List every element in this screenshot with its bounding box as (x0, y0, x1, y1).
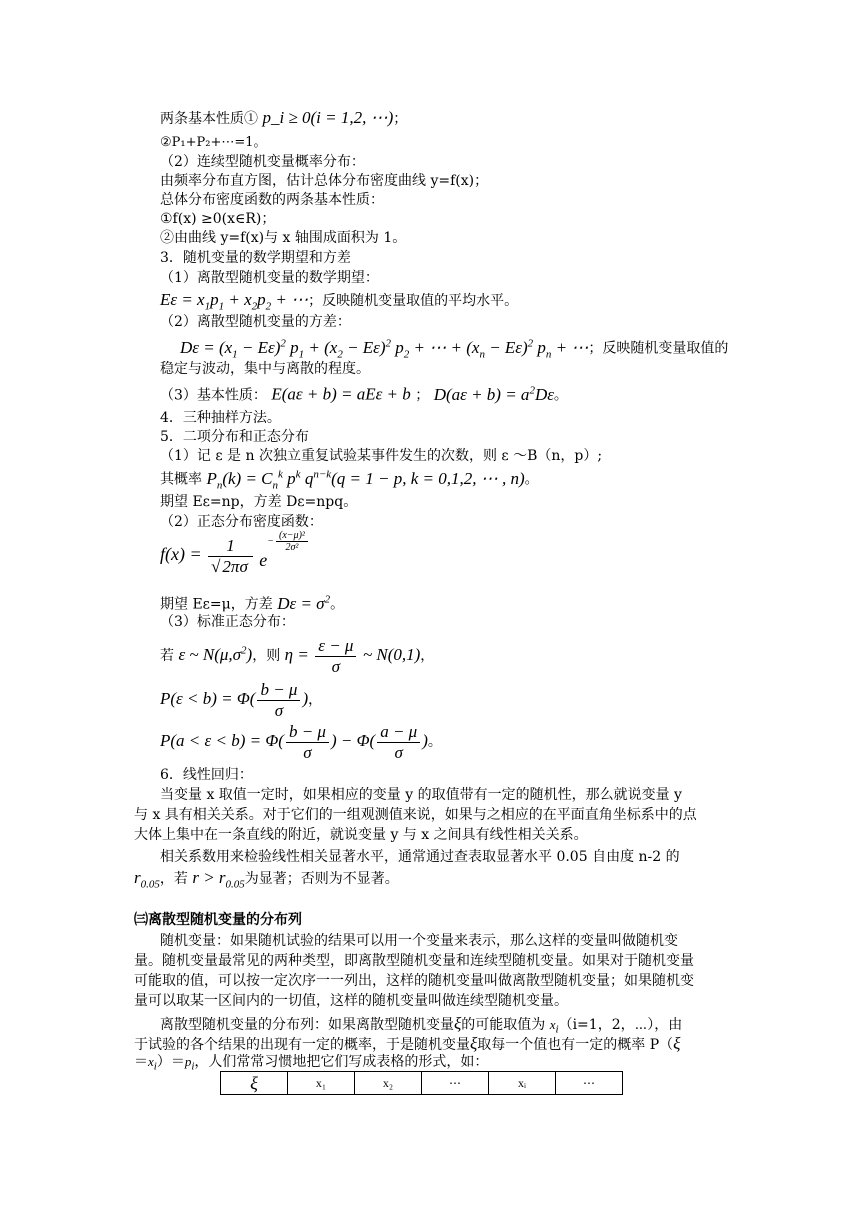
text-line: （2）连续型随机变量概率分布： (160, 154, 365, 170)
table-row (221, 1072, 623, 1095)
text-span: ）＝ (156, 1054, 185, 1070)
text-line: ②P₁+P₂+⋯=1。 (160, 135, 267, 150)
formula-linear-variance: $D(a\varepsilon + b) = a^2D\varepsilon$ (433, 384, 554, 404)
table-cell: ξ (221, 1072, 288, 1095)
text-line: 总体分布密度函数的两条基本性质： (160, 192, 384, 208)
text-line (180, 337, 728, 361)
text-line: 量。随机变量最常见的两种类型，即离散型随机变量和连续型随机变量。如果对于随机变量 (134, 953, 694, 969)
text-line: 由频率分布直方图，估计总体分布密度曲线 y=f(x)； (160, 173, 489, 189)
text-line: 期望 Eε=μ，方差 $D\varepsilon = \sigma^2$。 (160, 593, 345, 613)
text-line: 与 x 具有相关关系。对于它们的一组观测值来说，如果与之相应的在平面直角坐标系中的点 (134, 807, 697, 823)
text-line: 离散型随机变量的分布列：如果离散型随机变量ξ的可能取值为 $x_i(i=1$，2，⋯），由 (160, 1014, 683, 1036)
text-line: $=x_i)=p_i$，人们常常习惯地把它们写成表格的形式，如： (134, 1054, 489, 1073)
text-line: 大体上集中在一条直线的附近，就说变量 y 与 x 之间具有线性相关关系。 (134, 827, 588, 843)
text-line: 其概率 $P_n(k) = C_n^k$ $p^k$ $q^{n-k}(q = 1 - p$, k = 0,1,2, ⋯ , n)。 (160, 468, 539, 492)
formula-expectation: $E\varepsilon = x_1p_1 + x_2p_2$ + ⋯ (160, 290, 309, 313)
formula-variance: $D\varepsilon = (x_1 - E\varepsilon)^2$ $p_1 + (x_2 - E\varepsilon)^2$ $p_2$ + ⋯ + $(x_n - E\varepsilon)^2$ $p_n$ + ⋯ (180, 337, 589, 361)
text-span: 于试验的各个结果的出现有一定的概率，于是随机变量 (134, 1037, 470, 1053)
table-cell: ⋯ (422, 1072, 489, 1095)
text-span: ，若 (159, 871, 188, 887)
formula-linear-expectation: E(aε + b) = aEε + b (271, 384, 411, 404)
text-line: 5．二项分布和正态分布 (160, 429, 309, 445)
text-span: 其概率 (160, 471, 202, 488)
distribution-table (220, 1071, 623, 1095)
prob-formula-1: P(ε < b) = Φ( $\frac{b - \mu}{\sigma}$ )， (160, 680, 323, 720)
text-line: ①f(x) ≥0(x∈R)； (160, 211, 276, 227)
text-line: 随机变量：如果随机试验的结果可以用一个变量来表示，那么这样的变量叫做随机变 (160, 933, 678, 949)
text-line (160, 290, 518, 314)
text-span: ；反映随机变量取值的 (588, 340, 729, 357)
text-line: $r_{0.05}$，若 $r > r_{0.05}$为显著；否则为不显著。 (134, 868, 399, 891)
text-line: 期望 Eε=np，方差 Dε=npq。 (160, 494, 358, 510)
formula-binomial: $P_n(k) = C_n^k$ $p^k$ $q^{n-k}(q = 1 - p$, k = 0,1,2, ⋯ , n) (206, 468, 525, 492)
text-line: 相关系数用来检验线性相关显著水平，通常通过查表取显著水平 0.05 自由度 n-2 的 (160, 849, 680, 865)
text-span: 离散型随机变量的分布列：如果离散型随机变量 (160, 1017, 454, 1033)
table-cell: x₂ (355, 1072, 422, 1095)
normal-density-formula: f(x) = $\frac{1}{√ 2\pi\sigma}$ $e^{- \frac{\text{(x−μ)²}}{\text{2σ²}}}$ (160, 536, 310, 576)
text-span: ，人们常常习惯地把它们写成表格的形式，如： (194, 1054, 489, 1070)
table-cell: x₁ (288, 1072, 355, 1095)
text-span: （3）基本性质： (160, 387, 267, 404)
text-line (160, 108, 407, 128)
text-line: 可能取的值，可以按一定次序一一列出，这样的随机变量叫做离散型随机变量；如果随机变 (134, 973, 694, 989)
text-span: 若 (160, 648, 174, 665)
text-line: （2）离散型随机变量的方差： (160, 314, 351, 330)
text-span: ，则 (252, 648, 281, 665)
text-line: （1）记 ε 是 n 次独立重复试验某事件发生的次数，则 ε ～B（n，p）; (160, 448, 603, 464)
text-line: （3）基本性质： E(aε + b) = aEε + b ； $D(a\varepsilon + b) = a^2D\varepsilon$。 (160, 384, 568, 404)
text-span: 期望 Eε=μ，方差 (160, 596, 273, 613)
formula-normal-variance: $D\varepsilon = \sigma^2$ (277, 593, 331, 613)
table-cell: ⋯ (556, 1072, 623, 1095)
text-span: 为显著；否则为不显著。 (244, 871, 399, 887)
text-span: ；反映随机变量取值的平均水平。 (308, 293, 519, 309)
prob-formula-2: P(a < ε < b) = Φ( $\frac{b - \mu}{\sigma}$ ) − Φ( $\frac{a - \mu}{\sigma}$ )。 (160, 722, 442, 762)
text-span: 两条基本性质① (160, 111, 258, 127)
text-line: 4．三种抽样方法。 (160, 410, 281, 426)
text-line: 量可以取某一区间内的一切值，这样的随机变量叫做连续型随机变量。 (134, 993, 568, 1009)
text-span: （i=1，2，⋯），由 (558, 1017, 683, 1033)
table-cell: xᵢ (489, 1072, 556, 1095)
text-line: 6．线性回归： (160, 767, 253, 783)
text-span: 的可能取值为 (461, 1017, 546, 1033)
text-line: （1）离散型随机变量的数学期望： (160, 270, 379, 286)
text-line: （2）正态分布密度函数： (160, 514, 323, 530)
text-line: （3）标准正态分布： (160, 614, 295, 630)
text-span: ； (393, 111, 408, 127)
formula-nonneg: p_i ≥ 0(i = 1,2, ⋯) (262, 108, 394, 127)
section-heading: ㈢离散型随机变量的分布列 (134, 912, 302, 928)
standard-normal-formula: 若 ε ~ $N(\mu,\sigma^2)$，则 η = $\frac{\varepsilon - \mu}{\sigma}$ ~ N(0,1)， (160, 636, 435, 676)
text-line: 稳定与波动，集中与离散的程度。 (160, 361, 370, 377)
text-line: ②由曲线 y=f(x)与 x 轴围成面积为 1。 (160, 230, 407, 246)
text-line: 当变量 x 取值一定时，如果相应的变量 y 的取值带有一定的随机性，那么就说变量 y (160, 787, 682, 803)
text-span: ＝ (134, 1054, 148, 1070)
text-span: 取每一个值也有一定的概率 P（ (477, 1037, 674, 1053)
text-line: 3．随机变量的数学期望和方差 (160, 250, 351, 266)
text-line: 于试验的各个结果的出现有一定的概率，于是随机变量ξ取每一个值也有一定的概率 P（ξ (134, 1034, 681, 1053)
